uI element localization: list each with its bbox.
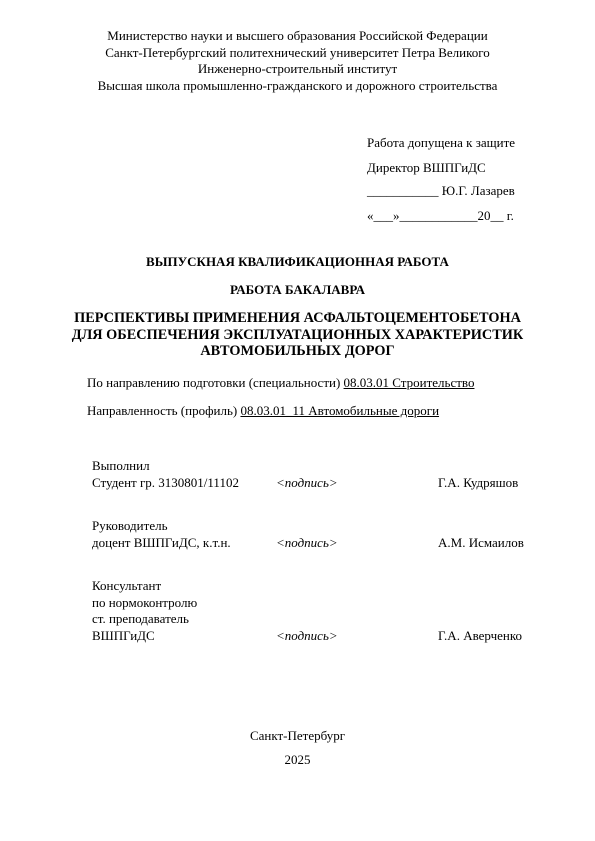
profile-label: Направленность (профиль): [87, 403, 241, 418]
consultant-role: [92, 578, 197, 644]
approval-admitted: Работа допущена к защите: [367, 135, 516, 150]
consultant-name: Г.А. Аверченко: [438, 627, 523, 643]
approval-signature-line: [367, 183, 515, 199]
consultant-signature: <подпись>: [276, 627, 338, 643]
supervisor-name: А.М. Исмаилов: [438, 534, 524, 550]
topic-line-1: ПЕРСПЕКТИВЫ ПРИМЕНЕНИЯ АСФАЛЬТОЦЕМЕНТОБЕТОНА: [74, 310, 521, 326]
role-line: Студент гр. 3130801/11102: [92, 474, 239, 490]
supervisor-role: [92, 518, 231, 551]
institution-header: [0, 28, 595, 94]
work-type-title: ВЫПУСКНАЯ КВАЛИФИКАЦИОННАЯ РАБОТА: [146, 254, 449, 269]
study-direction: [87, 375, 474, 391]
role-line: Выполнил: [92, 458, 150, 473]
approval-date-line: «___»____________20__ г.: [367, 208, 514, 223]
role-line: по нормоконтролю: [92, 594, 198, 610]
topic-line-3: АВТОМОБИЛЬНЫХ ДОРОГ: [200, 343, 395, 359]
direction-value: 08.03.01 Строительство: [343, 375, 475, 390]
ministry-line: Министерство науки и высшего образования Российской Федерации: [107, 28, 488, 43]
role-line: ст. преподаватель: [92, 611, 189, 626]
thesis-topic: [0, 310, 595, 360]
degree-title: РАБОТА БАКАЛАВРА: [230, 282, 365, 297]
topic-line-2: ДЛЯ ОБЕСПЕЧЕНИЯ ЭКСПЛУАТАЦИОННЫХ ХАРАКТЕРИСТИК: [71, 326, 524, 343]
study-profile: [87, 403, 439, 419]
direction-label: По направлению подготовки (специальности): [87, 375, 344, 390]
profile-value: 08.03.01_11 Автомобильные дороги: [240, 403, 440, 418]
approval-sign-name: Ю.Г. Лазарев: [438, 183, 515, 198]
institute-line: Инженерно-строительный институт: [197, 61, 398, 76]
role-line: Консультант: [92, 578, 162, 593]
university-line: Санкт-Петербургский политехнический университет Петра Великого: [105, 44, 490, 60]
student-name: Г.А. Кудряшов: [438, 474, 519, 490]
school-line: Высшая школа промышленно-гражданского и дорожного строительства: [97, 77, 498, 93]
role-line: ВШПГиДС: [92, 627, 155, 643]
supervisor-signature: <подпись>: [276, 534, 338, 550]
footer-city: Санкт-Петербург: [249, 728, 346, 743]
footer-year: 2025: [284, 752, 311, 767]
student-signature: <подпись>: [276, 474, 338, 490]
role-line: Руководитель: [92, 518, 168, 533]
approval-sign-blank: ___________: [367, 183, 439, 198]
role-line: доцент ВШПГиДС, к.т.н.: [92, 534, 231, 550]
approval-director: Директор ВШПГиДС: [367, 160, 486, 175]
student-role: [92, 458, 239, 491]
